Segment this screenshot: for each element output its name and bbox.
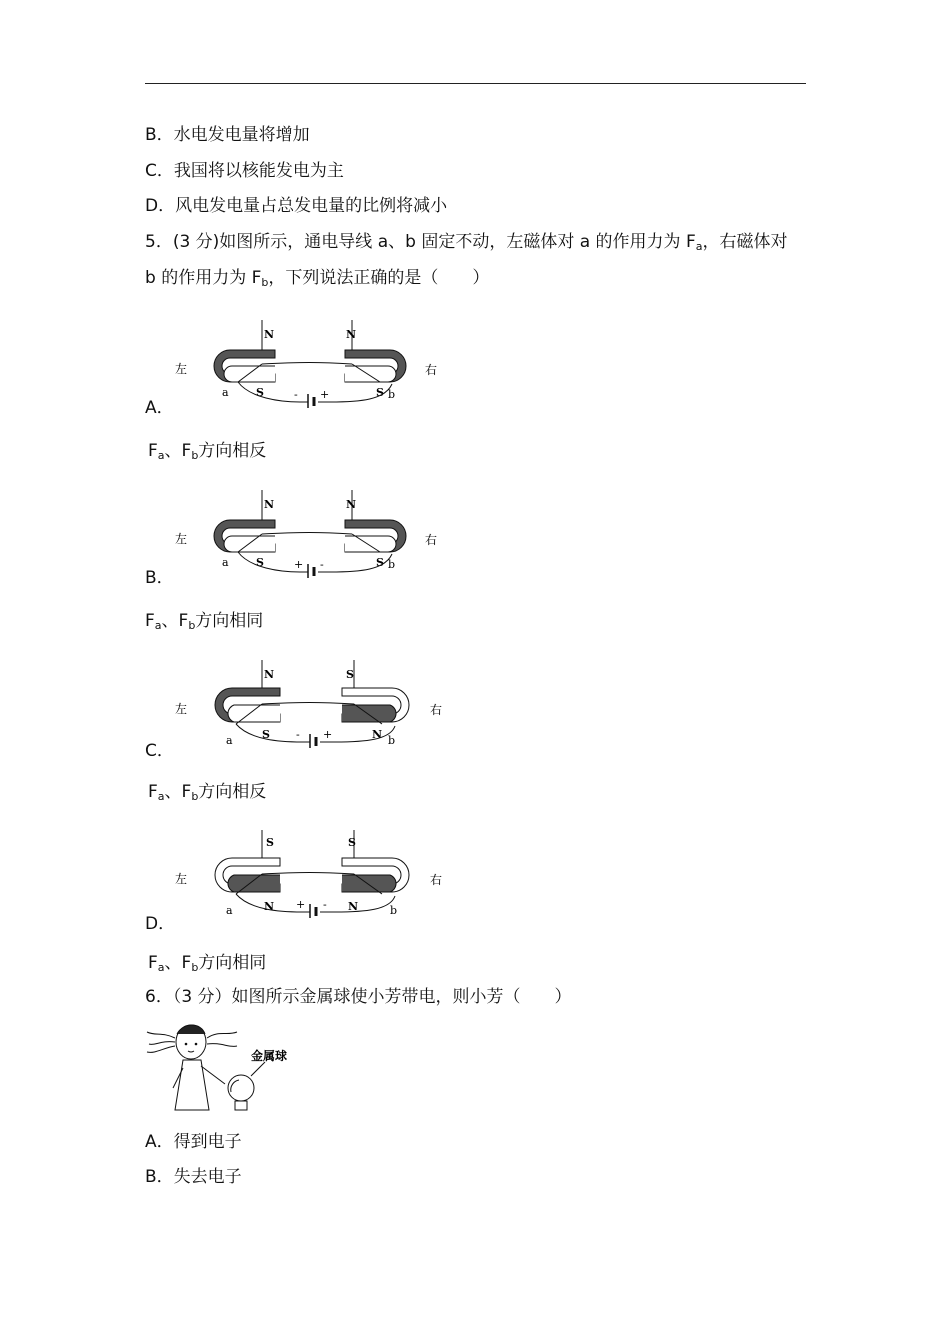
left-label: 左 [175, 532, 188, 546]
q5-option-b-letter: B． [145, 568, 174, 588]
svg-text:N: N [264, 900, 275, 913]
q5-option-d-text: $F_a$、$F_b$方向相同 [148, 953, 267, 974]
svg-text:S: S [348, 836, 356, 849]
svg-text:S: S [376, 386, 384, 399]
q5-option-d-letter: D． [145, 914, 176, 934]
q5-figure-a [170, 318, 440, 410]
q5-option-a-text: $F_a$、$F_b$方向相反 [148, 441, 267, 462]
svg-text:-: - [323, 898, 327, 911]
q4-option-b: B．水电发电量将增加 [145, 125, 310, 145]
svg-text:a: a [222, 556, 229, 569]
svg-text:S: S [376, 556, 384, 569]
svg-text:右: 右 [425, 533, 438, 547]
q5-figure-b [170, 488, 440, 580]
svg-text:右: 右 [430, 703, 443, 717]
svg-text:a: a [226, 904, 233, 917]
svg-text:N: N [372, 728, 383, 741]
q5-option-c-letter: C． [145, 741, 174, 761]
q6-option-a: A．得到电子 [145, 1132, 242, 1152]
svg-text:b: b [390, 904, 398, 917]
q5-stem-line1: 5．(3 分)如图所示，通电导线 a、b 固定不动，左磁体对 a 的作用力为 $F_a$，右磁体对 [145, 232, 788, 253]
left-label: 左 [175, 362, 188, 376]
q5-stem-line2: b 的作用力为 $F_b$，下列说法正确的是（ ） [145, 268, 490, 289]
svg-text:+: + [294, 558, 304, 571]
q4-option-d: D．风电发电量占总发电量的比例将减小 [145, 196, 448, 216]
svg-text:+: + [320, 388, 330, 401]
svg-text:b: b [388, 734, 396, 747]
q5-figure-d [170, 828, 445, 920]
svg-text:N: N [264, 498, 275, 511]
svg-text:S: S [262, 728, 270, 741]
svg-text:N: N [348, 900, 359, 913]
q6-option-b: B．失去电子 [145, 1167, 242, 1187]
svg-text:右: 右 [430, 873, 443, 887]
svg-text:S: S [256, 386, 264, 399]
svg-text:b: b [388, 388, 396, 401]
svg-text:S: S [256, 556, 264, 569]
svg-text:N: N [264, 668, 275, 681]
q4-option-c: C．我国将以核能发电为主 [145, 161, 344, 181]
q5-option-b-text: $F_a$、$F_b$方向相同 [145, 611, 264, 632]
svg-text:右: 右 [425, 363, 438, 377]
q5-option-c-text: $F_a$、$F_b$方向相反 [148, 782, 267, 803]
svg-text:-: - [296, 728, 300, 741]
svg-text:左: 左 [175, 872, 188, 886]
metal-ball-label: 金属球 [251, 1049, 288, 1063]
q6-figure [145, 1018, 305, 1114]
svg-text:S: S [266, 836, 274, 849]
svg-text:N: N [346, 328, 357, 341]
q5-option-a-letter: A． [145, 398, 174, 418]
q6-stem: 6．（3 分）如图所示金属球使小芳带电，则小芳（ ） [145, 987, 572, 1007]
svg-text:左: 左 [175, 702, 188, 716]
svg-text:-: - [294, 388, 298, 401]
svg-text:N: N [346, 498, 357, 511]
svg-text:a: a [226, 734, 233, 747]
svg-text:+: + [323, 728, 333, 741]
q5-figure-c [170, 658, 445, 750]
svg-text:b: b [388, 558, 396, 571]
svg-text:-: - [320, 558, 324, 571]
svg-text:a: a [222, 386, 229, 399]
header-rule [145, 83, 806, 84]
svg-text:+: + [296, 898, 306, 911]
svg-text:S: S [346, 668, 354, 681]
svg-text:N: N [264, 328, 275, 341]
